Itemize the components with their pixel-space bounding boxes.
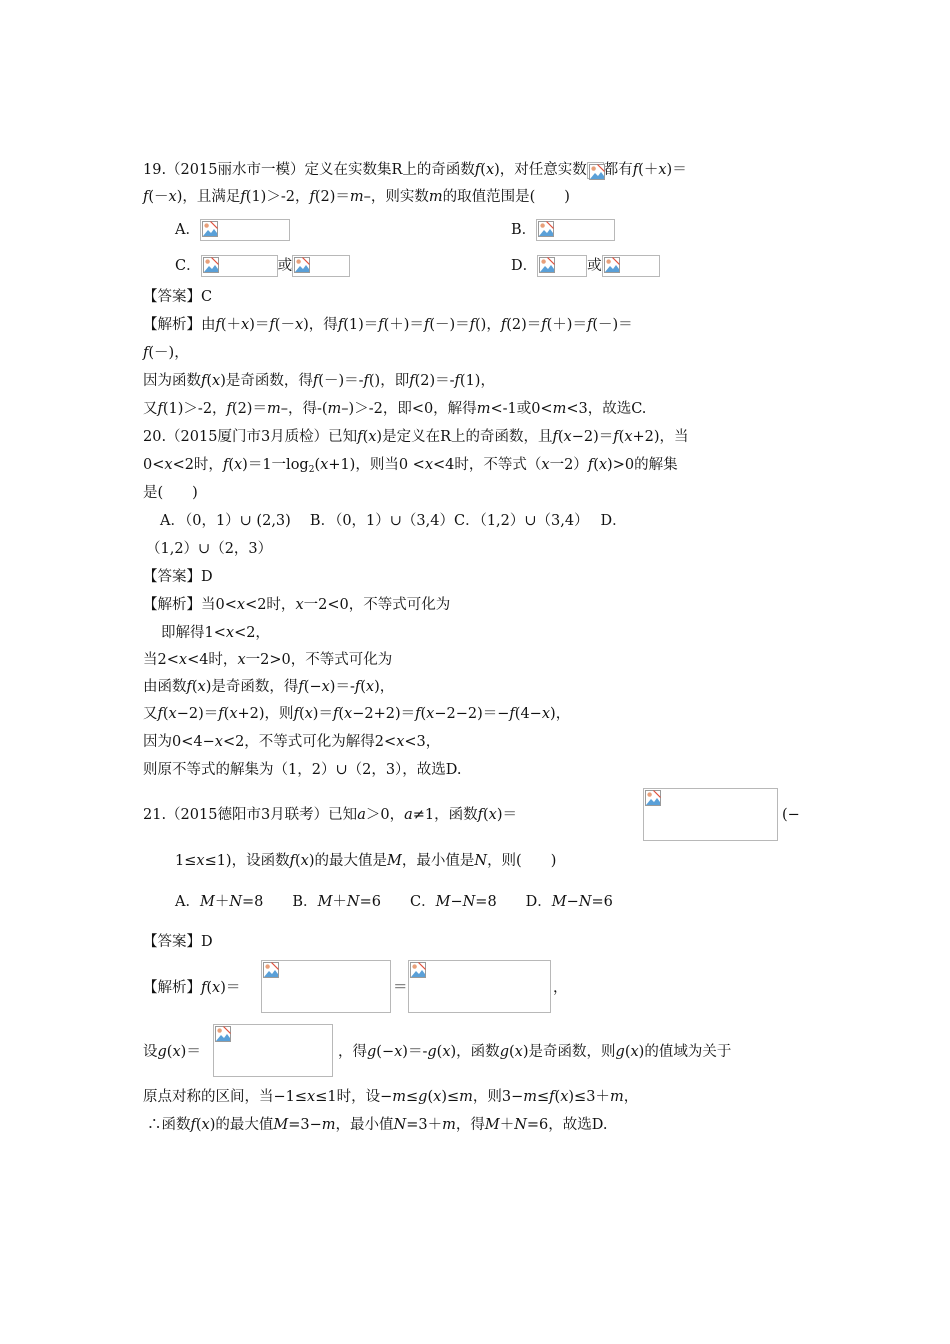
q21-explanation-eq: ＝ — [393, 980, 408, 996]
broken-image-icon — [589, 164, 605, 180]
q21-explanation-4: ∴函数f(x)的最大值M=3−m，最小值N=3＋m，得M＋N=6，故选D. — [147, 1117, 608, 1133]
q20-options-2: （1,2）∪（2，3） — [146, 541, 273, 557]
q19-option-d: D． 或 — [511, 255, 660, 277]
q19-explanation-4: 又f(1)＞-2，f(2)＝m–，得-(m–)＞-2，即<0，解得m<-1或0<m<3，故选C. — [143, 401, 647, 417]
broken-image-icon — [215, 1026, 231, 1042]
q21-explanation-2b: ，得g(−x)＝-g(x)，函数g(x)是奇函数，则g(x)的值域为关于 — [338, 1044, 732, 1060]
q21-line1-tail: (− — [782, 807, 800, 823]
broken-image-icon — [202, 221, 218, 237]
broken-image-icon — [294, 257, 310, 273]
q19-explanation-1: 【解析】由f(＋x)＝f(－x)，得f(1)＝f(＋)＝f(－)＝f()，f(2)＝f(＋)＝f(－)＝ — [143, 317, 633, 333]
q20-line1: 20.（2015厦门市3月质检）已知f(x)是定义在R上的奇函数，且f(x−2)＝f(x+2)，当 — [143, 429, 689, 445]
q21-explanation-image-2 — [408, 960, 551, 1013]
broken-image-icon — [410, 962, 426, 978]
q21-options: A．M＋N=8 B．M＋N=6 C．M−N=8 D．M−N=6 — [175, 894, 613, 910]
q19-option-c: C． 或 — [175, 255, 350, 277]
q20-options: A．（0，1）∪ (2,3) B．（0，1）∪（3,4）C．（1,2）∪（3,4） D． — [160, 513, 627, 529]
q19-line1: 19.（2015丽水市一模）定义在实数集R上的奇函数f(x)，对任意实数 都有f(＋x)＝ — [143, 162, 687, 178]
q20-answer: 【答案】D — [143, 569, 213, 585]
q20-explanation-4: 由函数f(x)是奇函数，得f(−x)＝-f(x)， — [143, 679, 395, 695]
q19-option-a: A． — [175, 219, 290, 241]
broken-image-icon — [538, 221, 554, 237]
q19-option-b: B． — [511, 219, 615, 241]
q21-answer: 【答案】D — [143, 934, 213, 950]
q21-explanation-3: 原点对称的区间，当−1≤x≤1时，设−m≤g(x)≤m，则3−m≤f(x)≤3＋m， — [143, 1089, 639, 1105]
q21-explanation-image-3 — [213, 1024, 333, 1077]
q19-option-d-image-2 — [602, 255, 660, 277]
q19-inline-formula — [587, 162, 604, 179]
q19-answer: 【答案】C — [143, 289, 213, 305]
q19-explanation-3: 因为函数f(x)是奇函数，得f(－)＝-f()，即f(2)＝-f(1)， — [143, 373, 495, 389]
q20-line2: 0<x<2时，f(x)＝1一$\log_2(x+1)$，则当0 <x<4时，不等式（x一2）f(x)>0的解集 — [143, 457, 678, 475]
q19-option-d-image-1 — [537, 255, 587, 277]
q19-option-c-image-1 — [201, 255, 278, 277]
q19-line2: f(－x)，且满足f(1)＞-2，f(2)＝m–，则实数m的取值范围是( ) — [143, 189, 570, 205]
broken-image-icon — [203, 257, 219, 273]
q21-explanation-1: 【解析】f(x)＝ — [143, 980, 241, 996]
q20-explanation-7: 则原不等式的解集为（1，2）∪（2，3），故选D. — [143, 762, 462, 778]
q21-line2: 1≤x≤1)，设函数f(x)的最大值是M，最小值是N，则( ) — [175, 853, 557, 869]
q19-explanation-2: f(－)， — [143, 345, 189, 361]
q21-explanation-image-1 — [261, 960, 391, 1013]
q20-line3: 是( ) — [143, 485, 198, 501]
q20-explanation-2: 即解得1<x<2， — [161, 625, 270, 641]
q20-explanation-5: 又f(x−2)＝f(x+2)，则f(x)＝f(x−2+2)＝f(x−2−2)＝−f(4−x)， — [143, 706, 571, 722]
broken-image-icon — [539, 257, 555, 273]
q20-explanation-1: 【解析】当0<x<2时，x一2<0，不等式可化为 — [143, 597, 451, 613]
q19-option-b-image — [536, 219, 615, 241]
q21-explanation-comma: ， — [553, 980, 568, 996]
q19-option-a-image — [200, 219, 290, 241]
broken-image-icon — [604, 257, 620, 273]
q20-explanation-6: 因为0<4−x<2，不等式可化为解得2<x<3， — [143, 734, 441, 750]
q21-line1: 21.（2015德阳市3月联考）已知a＞0，a≠1，函数f(x)＝ — [143, 807, 518, 823]
broken-image-icon — [645, 790, 661, 806]
q21-explanation-2a: 设g(x)＝ — [143, 1044, 201, 1060]
q21-function-image — [643, 788, 778, 841]
broken-image-icon — [263, 962, 279, 978]
q20-explanation-3: 当2<x<4时，x一2>0，不等式可化为 — [143, 652, 393, 668]
q19-option-c-image-2 — [292, 255, 350, 277]
